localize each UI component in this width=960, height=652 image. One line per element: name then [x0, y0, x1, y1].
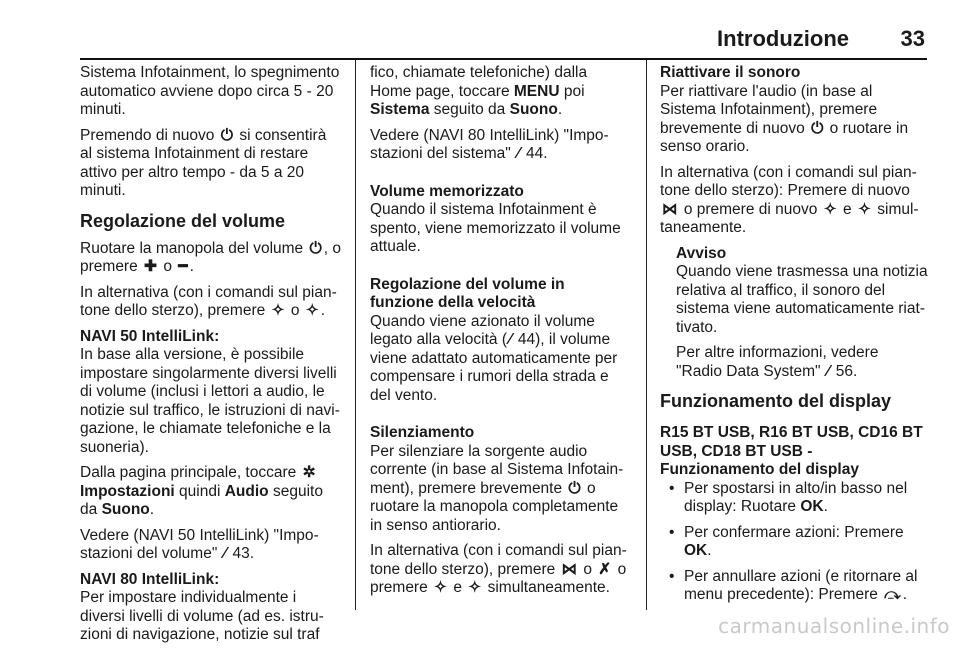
paragraph: Per silenziare la sorgente audio corrente (in base al Sistema Infotainment), premere brevemente ⏻ o ruotare la manopola completamente in senso antiorario. [370, 442, 624, 534]
list-item: • Per annullare azioni (e ritornare al menu precedente): Premere ⤼ . [660, 568, 928, 605]
section-heading-volume: Regolazione del volume [80, 210, 286, 231]
paragraph: Per riattivare l'audio (in base al Sistema Infotainment), premere brevemente di nuovo ⏻ o ruotare in senso orario. [660, 82, 909, 155]
section-heading-display: Funzionamento del display [660, 391, 892, 411]
paragraph: In alternativa (con i comandi sul piantone dello sterzo), premere ⋈ o ✗ o premere ✧ e ✧ simultaneamente. [370, 542, 627, 596]
subheading-silenziamento: Silenziamento [370, 424, 475, 441]
paragraph: In base alla versione, è possibile impostare singolarmente diversi livelli di volume (inclusi i lettori a audio, le notizie sul traffico, le istruzioni di navigazione, le chiamate telefoniche e la suoneria). [80, 346, 340, 456]
minus-icon: ━ [178, 258, 188, 275]
subheading-riattivare: Riattivare il sonoro [660, 64, 801, 81]
volume-up-icon: ✧ [434, 579, 448, 596]
paragraph: In alternativa (con i comandi sul piantone dello sterzo): Premere di nuovo ⋈ o premere di nuovo ✧ e ✧ simultaneamente. [660, 163, 919, 236]
paragraph: Ruotare la manopola del volume ⏻ , o premere ✚ o ━ . [80, 239, 341, 275]
paragraph: Per impostare individualmente i diversi livelli di volume (ad es. istruzioni di navigazione, notizie sul traf [80, 589, 324, 643]
plus-icon: ✚ [144, 258, 158, 275]
volume-down-icon: ✧ [305, 302, 319, 319]
list-item: • Per spostarsi in alto/in basso nel display: Ruotare OK. [660, 480, 928, 517]
mute-phone-icon: ✗ [598, 560, 612, 578]
column-divider [646, 60, 647, 610]
subheading-navi50: NAVI 50 IntelliLink: [80, 327, 220, 345]
paragraph: Quando viene trasmessa una notizia relativa al traffico, il sonoro del sistema viene automaticamente riattivato. [676, 263, 928, 336]
column-1 [80, 64, 342, 652]
subheading-navi80: NAVI 80 IntelliLink: [80, 570, 220, 588]
page-header [80, 22, 927, 60]
arrow-icon: ⁄ [509, 331, 512, 348]
paragraph: Sistema Infotainment, lo spegnimento automatico avviene dopo circa 5 - 20 minuti. [80, 64, 340, 118]
paragraph: fico, chiamate telefoniche) dalla Home page, toccare MENU poi Sistema seguito da Suono. [370, 64, 588, 118]
mute-wheel-icon: ⋈ [662, 200, 678, 218]
settings-icon: ✲ [302, 464, 316, 481]
page-title: Introduzione [717, 26, 849, 51]
paragraph: Premendo di nuovo ⏻ si consentirà al sistema Infotainment di restare attivo per altro tempo - da 5 a 20 minuti. [80, 126, 327, 199]
paragraph: Per altre informazioni, vedere "Radio Data System" ⁄ 56. [676, 344, 879, 380]
column-divider [355, 60, 356, 610]
volume-up-icon: ✧ [271, 302, 285, 319]
note-box [676, 245, 928, 382]
note-title: Avviso [676, 244, 727, 262]
power-icon: ⏻ [309, 239, 322, 257]
arrow-icon: ⁄ [826, 362, 830, 380]
paragraph: Vedere (NAVI 50 IntelliLink) "Impostazioni del volume" ⁄ 43. [80, 526, 319, 562]
mute-wheel-icon: ⋈ [561, 560, 578, 578]
arrow-icon: ⁄ [517, 145, 520, 162]
power-icon: ⏻ [811, 119, 824, 137]
paragraph: Quando il sistema Infotainment è spento, viene memorizzato il volume attuale. [370, 201, 621, 255]
volume-down-icon: ✧ [857, 200, 871, 218]
power-icon: ⏻ [568, 479, 581, 497]
page-number: 33 [900, 26, 925, 51]
subheading-models: R15 BT USB, R16 BT USB, CD16 BT USB, CD18 BT USB - Funzionamento del display [660, 424, 923, 478]
volume-down-icon: ✧ [468, 579, 482, 596]
volume-up-icon: ✧ [823, 200, 837, 218]
list-item: • Per confermare azioni: Premere OK. [660, 524, 928, 561]
paragraph: Vedere (NAVI 80 IntelliLink) "Impostazioni del sistema" ⁄ 44. [370, 126, 609, 162]
arrow-icon: ⁄ [223, 545, 227, 562]
paragraph: Dalla pagina principale, toccare ✲Impostazioni quindi Audio seguito da Suono. [80, 464, 323, 518]
paragraph: Quando viene azionato il volume legato alla velocità ( ⁄ 44), il volume viene adattato automaticamente per compensare i rumori della strada e del vento. [370, 312, 618, 404]
back-icon: ⤼ [884, 586, 901, 603]
bullet-list [660, 480, 928, 605]
power-icon: ⏻ [220, 126, 233, 144]
subheading-volume-memorizzato: Volume memorizzato [370, 182, 524, 200]
column-3 [660, 64, 928, 612]
column-2 [370, 64, 632, 605]
paragraph: In alternativa (con i comandi sul piantone dello sterzo), premere ✧ o ✧ . [80, 283, 337, 319]
watermark: carmanualsonline.info [718, 614, 950, 638]
subheading-speed-volume: Regolazione del volume in funzione della velocità [370, 275, 565, 311]
